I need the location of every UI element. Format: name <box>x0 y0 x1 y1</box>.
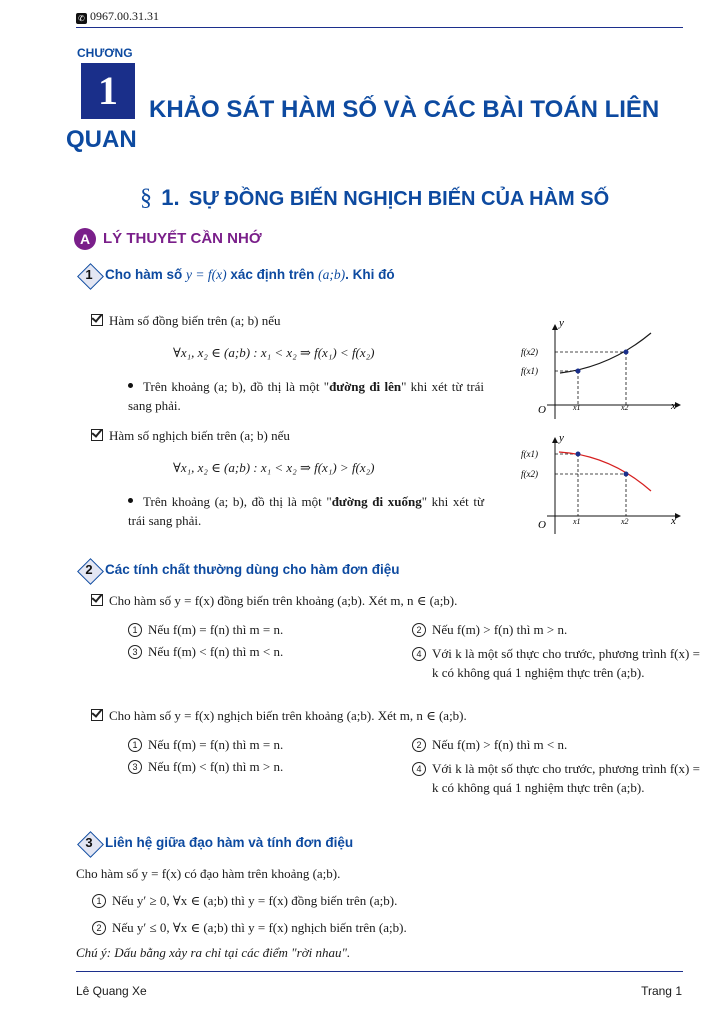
item-text: Nếu f(m) > f(n) thì m > n. <box>432 622 568 637</box>
sub1-text-b: xác định trên <box>226 267 319 282</box>
inc-formula: ∀x₁, x₂ ∈ (a;b) : x₁ < x₂ ⇒ f(x₁) < f(x₂) <box>173 345 375 360</box>
circled-number: 4 <box>412 647 426 661</box>
sub1-number: 1 <box>85 267 93 282</box>
dec-bullet <box>128 492 484 530</box>
sub2-inc-item-3 <box>128 644 283 660</box>
origin-label: O <box>538 404 546 416</box>
bullet-icon <box>128 498 133 503</box>
circled-number: 2 <box>412 738 426 752</box>
sub2-dec-intro <box>91 708 467 724</box>
graph-decreasing <box>515 430 685 535</box>
dec-intro-text: Hàm số nghịch biến trên (a; b) nếu <box>109 428 290 443</box>
circled-number: 4 <box>412 762 426 776</box>
sub1-heading <box>105 267 395 283</box>
section-number: 1. <box>161 185 180 210</box>
chapter-title-line1: KHẢO SÁT HÀM SỐ VÀ CÁC BÀI TOÁN LIÊN <box>149 96 660 123</box>
circled-number: 1 <box>92 894 106 908</box>
sub2-title: Các tính chất thường dùng cho hàm đơn điệu <box>105 562 400 577</box>
item-text: Nếu f(m) = f(n) thì m = n. <box>148 737 284 752</box>
sub3-number: 3 <box>85 835 93 850</box>
sub2-dec-item-4 <box>412 759 700 797</box>
circled-number: 2 <box>412 623 426 637</box>
sub3-item-1 <box>92 893 397 909</box>
point-1 <box>576 452 581 457</box>
point-2 <box>624 350 629 355</box>
section-title: SỰ ĐỒNG BIẾN NGHỊCH BIẾN CỦA HÀM SỐ <box>188 188 610 210</box>
fx1-label: f(x1) <box>521 449 538 459</box>
sub2-inc-item-2 <box>412 622 567 638</box>
item-text: Nếu y′ ≥ 0, ∀x ∈ (a;b) thì y = f(x) đồng biến trên (a;b). <box>112 893 398 908</box>
part-a-badge <box>74 228 96 250</box>
sub2-dec-item-1 <box>128 737 283 753</box>
footer-page: Trang 1 <box>641 984 682 998</box>
sub2-inc-intro-text: Cho hàm số y = f(x) đồng biến trên khoảng (a;b). Xét m, n ∈ (a;b). <box>109 593 458 608</box>
x-label: x <box>671 515 676 527</box>
item-text: Nếu f(m) < f(n) thì m < n. <box>148 644 284 659</box>
item-text: Với k là một số thực cho trước, phương trình f(x) = k có không quá 1 nghiệm thực trên (a;b). <box>432 646 700 680</box>
item-text: Nếu f(m) > f(n) thì m < n. <box>432 737 568 752</box>
circled-number: 3 <box>128 760 142 774</box>
sub2-dec-item-3 <box>128 759 283 775</box>
bullet-icon <box>128 383 133 388</box>
sub2-inc-item-4 <box>412 644 700 682</box>
dec-bullet-a: Trên khoảng (a; b), đồ thị là một " <box>143 494 332 509</box>
inc-bullet-b: " khi xét từ trái sang phải. <box>128 379 485 413</box>
dec-bullet-b: " khi xét từ trái sang phải. <box>128 494 485 528</box>
item-text: Nếu f(m) < f(n) thì m > n. <box>148 759 284 774</box>
header-rule <box>76 27 683 28</box>
sub2-number: 2 <box>85 562 93 577</box>
point-1 <box>576 369 581 374</box>
chapter-number: 1 <box>98 68 118 113</box>
checkbox-icon <box>91 709 103 721</box>
chapter-title-line2: QUAN <box>66 126 137 153</box>
sub3-title: Liên hệ giữa đạo hàm và tính đơn điệu <box>105 835 354 850</box>
fx1-label: f(x1) <box>521 366 538 376</box>
header-phone <box>76 9 159 24</box>
part-a-letter: A <box>79 231 91 247</box>
graph-increasing <box>515 315 685 420</box>
sub1-interval: (a;b) <box>318 267 346 282</box>
sub2-inc-item-1 <box>128 622 283 638</box>
item-text: Nếu f(m) = f(n) thì m = n. <box>148 622 284 637</box>
inc-bullet-a: Trên khoảng (a; b), đồ thị là một " <box>143 379 330 394</box>
section-symbol: § <box>140 185 152 211</box>
x2-label: x2 <box>621 403 629 412</box>
phone-icon: ✆ <box>76 13 87 24</box>
inc-bullet <box>128 377 484 415</box>
inc-intro-text: Hàm số đồng biến trên (a; b) nếu <box>109 313 281 328</box>
origin-label: O <box>538 519 546 531</box>
sub1-math: y = f(x) <box>186 267 227 282</box>
sub1-text-a: Cho hàm số <box>105 267 187 282</box>
curve-increasing <box>560 333 651 373</box>
inc-bullet-bold: đường đi lên <box>329 379 402 394</box>
dec-bullet-bold: đường đi xuống <box>331 494 422 509</box>
sub3-note: Chú ý: Dấu bằng xảy ra chỉ tại các điểm "rời nhau". <box>76 945 351 960</box>
checkbox-icon <box>91 594 103 606</box>
inc-intro <box>91 313 280 329</box>
footer-rule <box>76 971 683 972</box>
sub2-dec-item-2 <box>412 737 567 753</box>
dec-formula: ∀x₁, x₂ ∈ (a;b) : x₁ < x₂ ⇒ f(x₁) > f(x₂) <box>173 460 375 475</box>
dec-intro <box>91 428 290 444</box>
fx2-label: f(x2) <box>521 469 538 479</box>
footer-author: Lê Quang Xe <box>76 984 147 998</box>
section-heading <box>140 185 609 212</box>
x2-label: x2 <box>621 517 629 526</box>
sub2-inc-intro <box>91 593 457 609</box>
y-label: y <box>559 432 564 444</box>
chapter-label: CHƯƠNG <box>77 46 133 60</box>
x1-label: x1 <box>573 517 581 526</box>
sub3-intro: Cho hàm số y = f(x) có đạo hàm trên khoảng (a;b). <box>76 866 341 881</box>
phone-number: 0967.00.31.31 <box>90 9 159 23</box>
curve-decreasing <box>559 452 651 491</box>
circled-number: 1 <box>128 623 142 637</box>
sub3-item-2 <box>92 920 407 936</box>
item-text: Với k là một số thực cho trước, phương trình f(x) = k có không quá 1 nghiệm thực trên (a;b). <box>432 761 700 795</box>
item-text: Nếu y′ ≤ 0, ∀x ∈ (a;b) thì y = f(x) nghịch biến trên (a;b). <box>112 920 407 935</box>
fx2-label: f(x2) <box>521 347 538 357</box>
part-a-title: LÝ THUYẾT CẦN NHỚ <box>103 230 262 247</box>
x-label: x <box>671 400 676 412</box>
checkbox-icon <box>91 314 103 326</box>
checkbox-icon <box>91 429 103 441</box>
chapter-number-box <box>81 63 135 119</box>
circled-number: 1 <box>128 738 142 752</box>
point-2 <box>624 472 629 477</box>
sub1-text-c: . Khi đó <box>345 267 395 282</box>
x1-label: x1 <box>573 403 581 412</box>
circled-number: 3 <box>128 645 142 659</box>
y-label: y <box>559 317 564 329</box>
circled-number: 2 <box>92 921 106 935</box>
sub2-dec-intro-text: Cho hàm số y = f(x) nghịch biến trên khoảng (a;b). Xét m, n ∈ (a;b). <box>109 708 467 723</box>
